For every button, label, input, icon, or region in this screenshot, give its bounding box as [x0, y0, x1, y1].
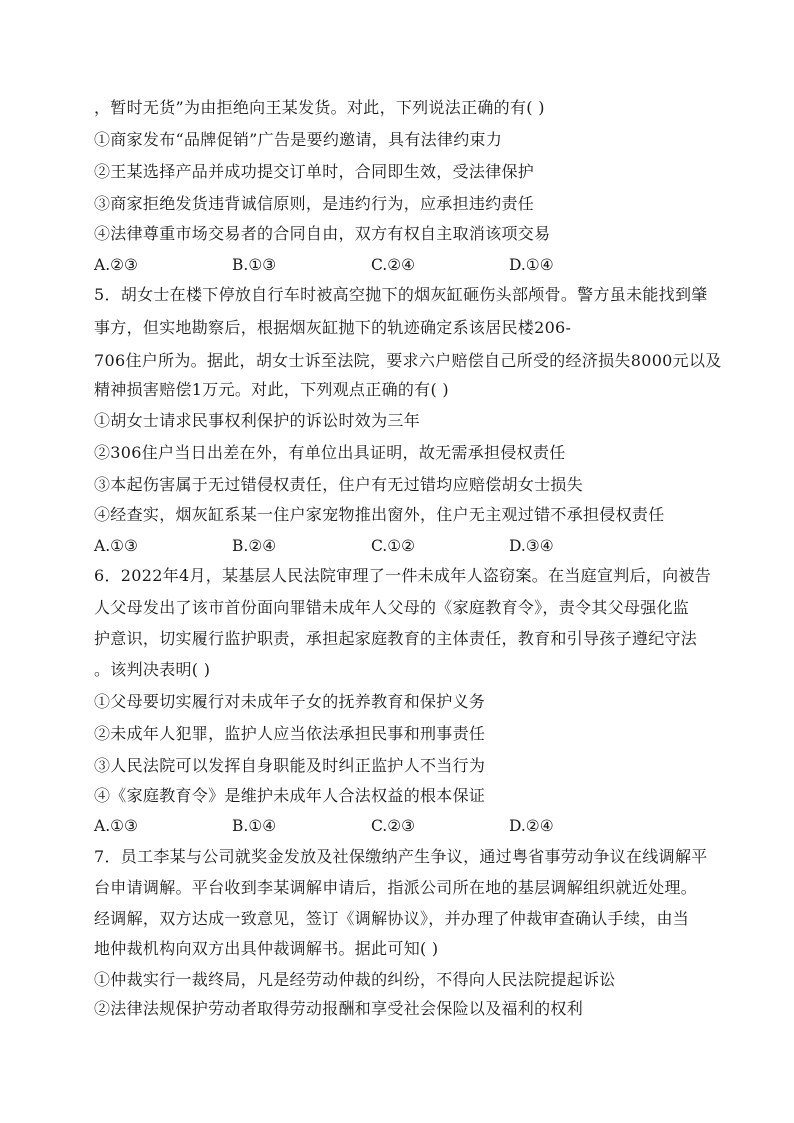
question-5-stem: 5．胡女士在楼下停放自行车时被高空抛下的烟灰缸砸伤头部颅骨。警方虽未能找到肇	[94, 285, 708, 304]
question-7-stem: 经调解，双方达成一致意见，签订《调解协议》，并办理了仲裁审查确认手续，由当	[94, 909, 690, 928]
option-c: C.②③	[371, 817, 416, 835]
answer-options	[94, 816, 714, 836]
statement-item: ②306住户当日出差在外，有单位出具证明，故无需承担侵权责任	[94, 443, 566, 462]
question-7-stem: 7．员工李某与公司就奖金发放及社保缴纳产生争议，通过粤省事劳动争议在线调解平	[94, 847, 708, 866]
question-5-stem: 706住户所为。据此，胡女士诉至法院，要求六户赔偿自己所受的经济损失8000元以及	[94, 351, 722, 370]
question-6-stem: 人父母发出了该市首份面向罪错未成年人父母的《家庭教育令》，责令其父母强化监	[94, 598, 690, 617]
answer-options	[94, 255, 714, 275]
option-a: A.①③	[94, 817, 138, 835]
statement-item: ④《家庭教育令》是维护未成年人合法权益的根本保证	[94, 786, 486, 805]
question-6-stem: 。该判决表明( )	[94, 660, 211, 679]
question-6-stem: 6．2022年4月，某基层人民法院审理了一件未成年人盗窃案。在当庭宣判后，向被告	[94, 566, 712, 585]
question-5-stem: 精神损害赔偿1万元。对此，下列观点正确的有( )	[94, 380, 449, 399]
option-d: D.③④	[509, 537, 554, 555]
option-c: C.②④	[371, 256, 416, 274]
question-5-stem: 事方，但实地勘察后，根据烟灰缸抛下的轨迹确定系该居民楼206-	[94, 318, 572, 337]
option-b: B.②④	[232, 537, 277, 555]
option-a: A.①③	[94, 537, 138, 555]
statement-item: ②王某选择产品并成功提交订单时，合同即生效，受法律保护	[94, 162, 535, 181]
statement-item: ①仲裁实行一裁终局，凡是经劳动仲裁的纠纷，不得向人民法院提起诉讼	[94, 970, 616, 989]
question-7-stem: 地仲裁机构向双方出具仲裁调解书。据此可知( )	[94, 939, 439, 958]
question-6-stem: 护意识，切实履行监护职责，承担起家庭教育的主体责任，教育和引导孩子遵纪守法	[94, 629, 698, 648]
statement-item: ④经查实，烟灰缸系某一住户家宠物推出窗外，住户无主观过错不承担侵权责任	[94, 505, 665, 524]
question-7-stem: 台申请调解。平台收到李某调解申请后，指派公司所在地的基层调解组织就近处理。	[94, 878, 698, 897]
statement-item: ②法律法规保护劳动者取得劳动报酬和享受社会保险以及福利的权利	[94, 999, 584, 1018]
statement-item: ③人民法院可以发挥自身职能及时纠正监护人不当行为	[94, 756, 486, 775]
question-stem-tail: ，暂时无货”为由拒绝向王某发货。对此，下列说法正确的有( )	[94, 98, 545, 117]
option-d: D.②④	[509, 817, 554, 835]
option-d: D.①④	[509, 256, 554, 274]
option-b: B.①③	[232, 256, 277, 274]
statement-item: ①商家发布“品牌促销”广告是要约邀请，具有法律约束力	[94, 130, 503, 149]
option-c: C.①②	[371, 537, 416, 555]
statement-item: ②未成年人犯罪，监护人应当依法承担民事和刑事责任	[94, 724, 486, 743]
statement-item: ①父母要切实履行对未成年子女的抚养教育和保护义务	[94, 692, 486, 711]
answer-options	[94, 536, 714, 556]
option-a: A.②③	[94, 256, 138, 274]
statement-item: ④法律尊重市场交易者的合同自由，双方有权自主取消该项交易	[94, 224, 551, 243]
statement-item: ③商家拒绝发货违背诚信原则，是违约行为，应承担违约责任	[94, 194, 535, 213]
statement-item: ①胡女士请求民事权利保护的诉讼时效为三年	[94, 411, 421, 430]
option-b: B.①④	[232, 817, 277, 835]
statement-item: ③本起伤害属于无过错侵权责任，住户有无过错均应赔偿胡女士损失	[94, 475, 584, 494]
